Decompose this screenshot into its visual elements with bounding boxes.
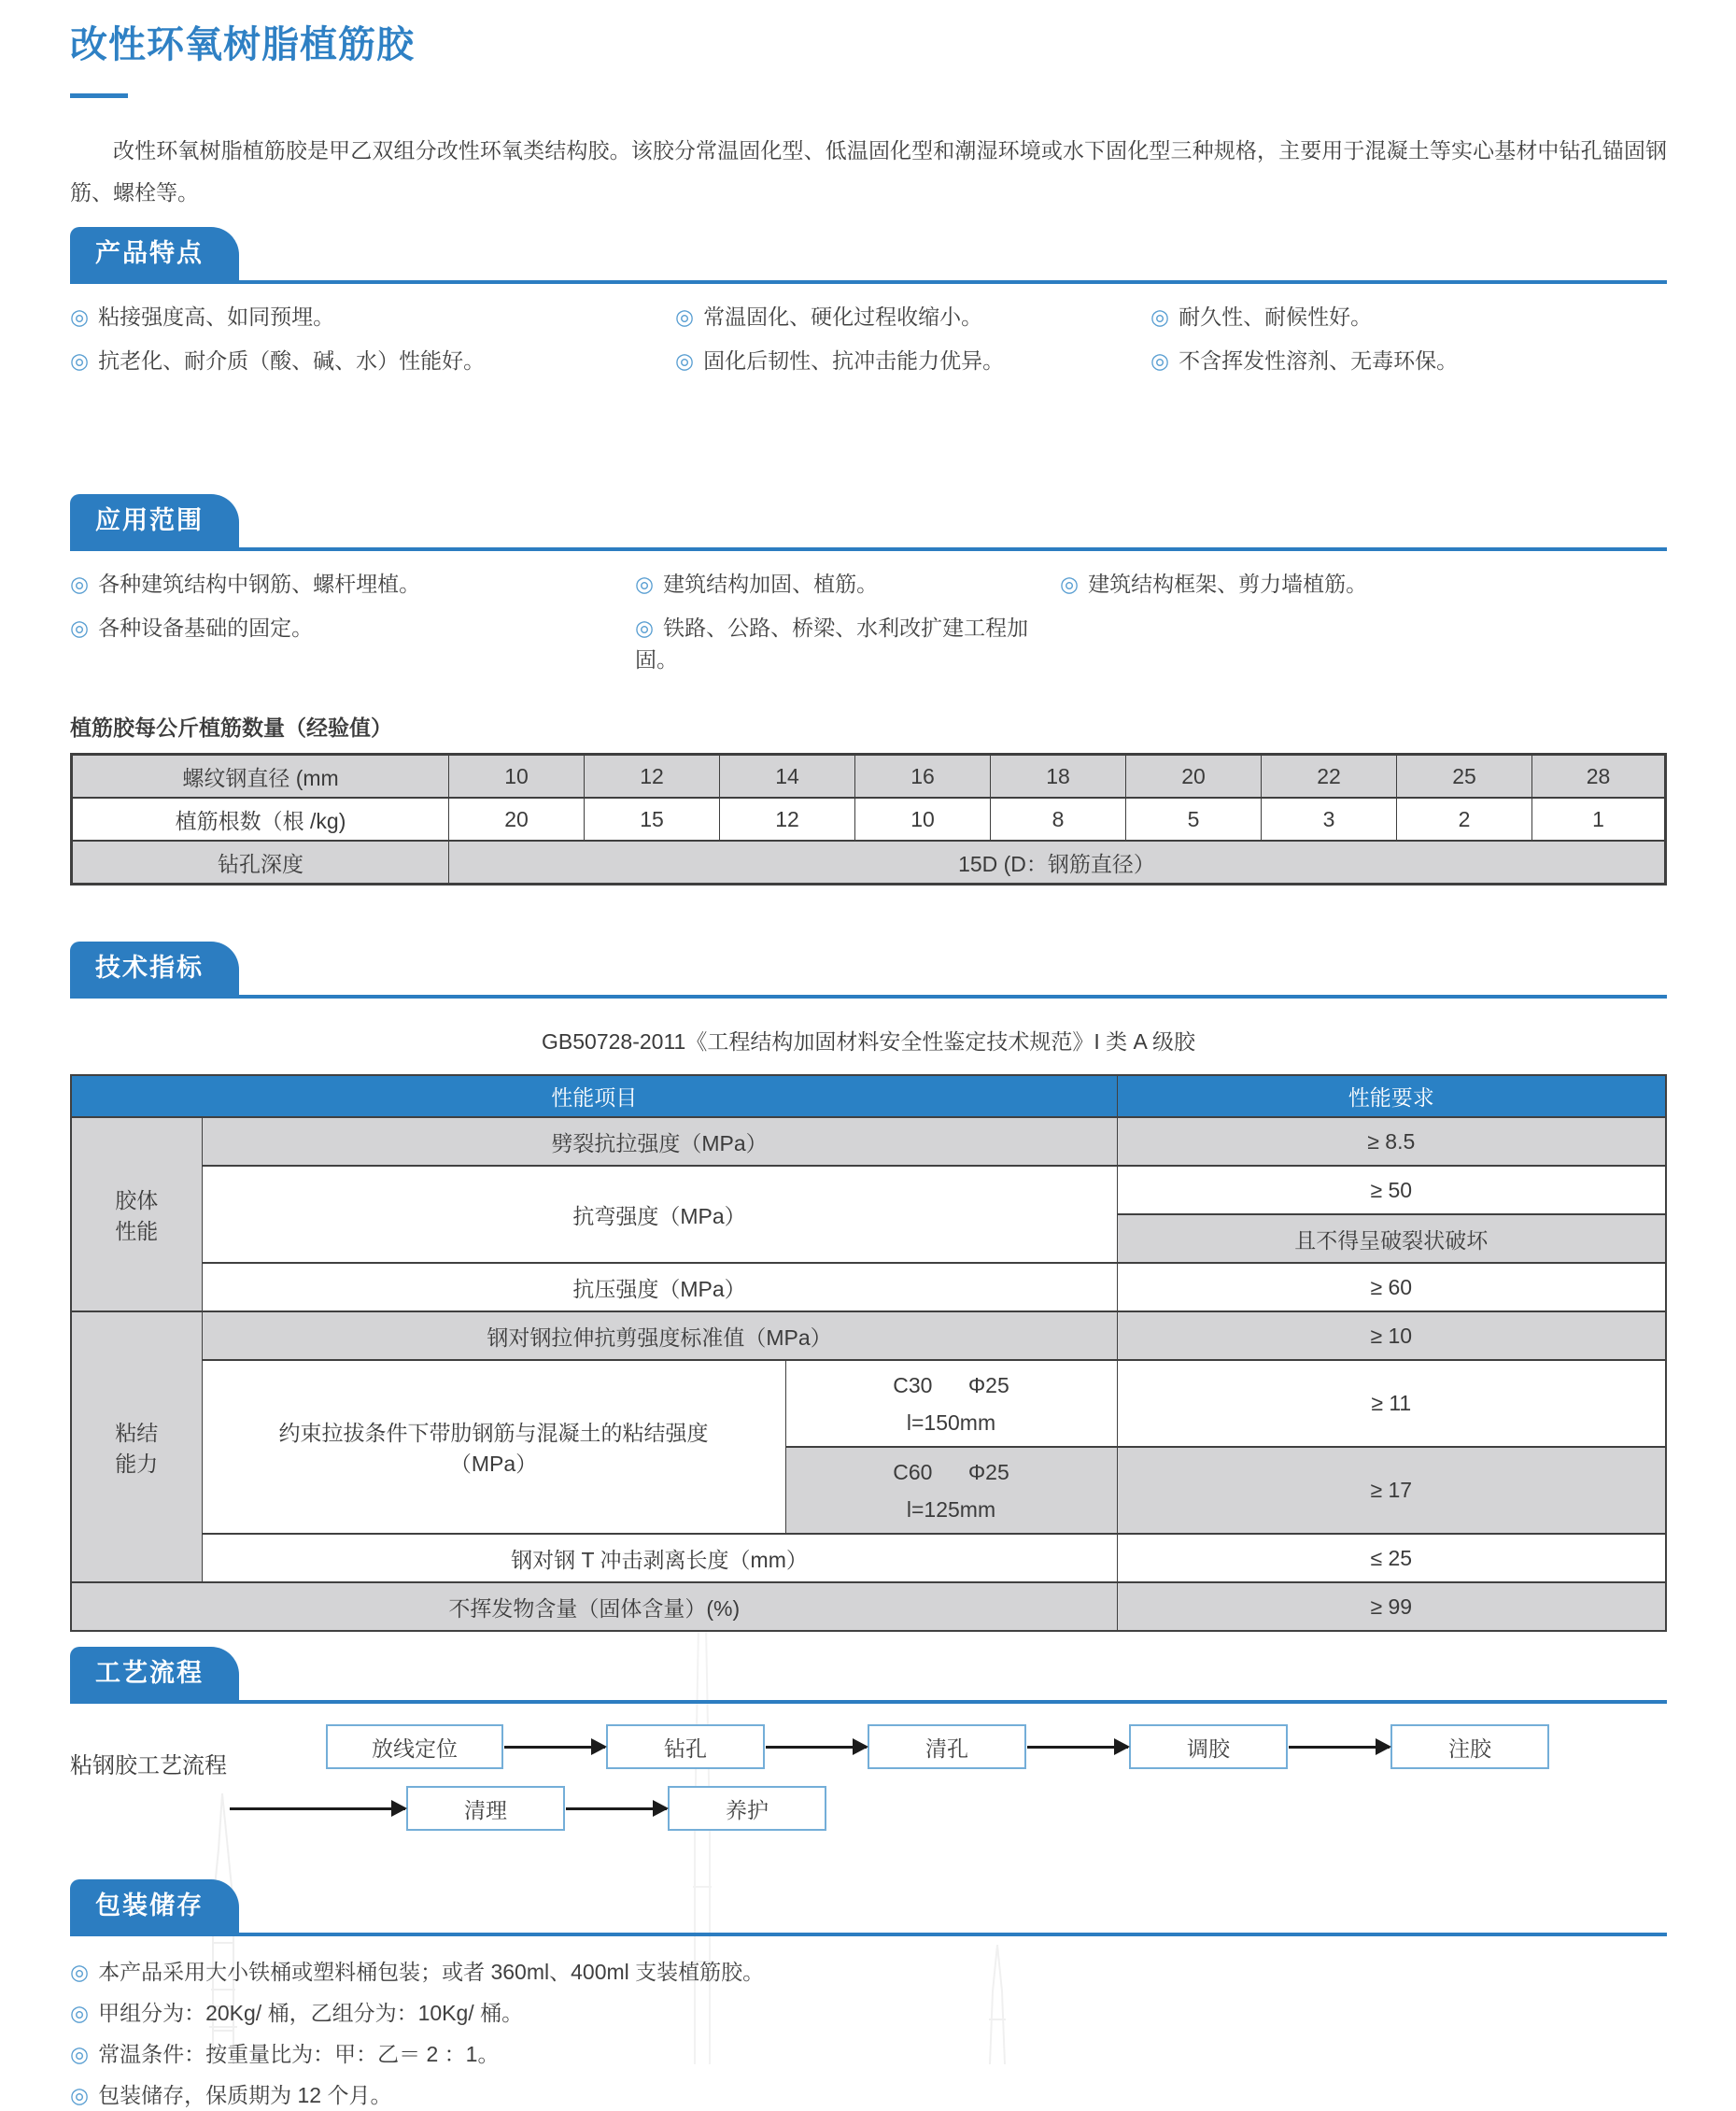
flow-arrow-icon [230,1807,405,1810]
feature-text: 常温固化、硬化过程收缩小。 [703,305,983,329]
tech-group-adhesive-body [71,1117,202,1311]
flow-step-mix-adhesive: 调胶 [1129,1724,1288,1769]
application-item [1060,568,1667,600]
tech-prop-bond [202,1360,785,1534]
bullseye-bullet-icon: ◎ [70,616,90,640]
tech-req-nonvolatile: ≥ 99 [1117,1582,1666,1631]
tech-prop-peel: 钢对钢 T 冲击剥离长度（mm） [202,1534,1117,1582]
flow-step-drill: 钻孔 [606,1724,765,1769]
feature-item [675,345,1150,376]
count-cell: 12 [720,798,855,841]
tech-req-peel: ≤ 25 [1117,1534,1666,1582]
diameter-cell: 28 [1532,755,1666,799]
tech-group-bonding [71,1311,202,1582]
depth-value-cell: 15D (D：钢筋直径） [449,841,1666,885]
count-cell: 10 [855,798,991,841]
count-cell: 1 [1532,798,1666,841]
tech-req-compressive: ≥ 60 [1117,1263,1666,1311]
feature-item [70,301,675,333]
bullseye-bullet-icon: ◎ [675,305,695,329]
cond-line: C30 Φ25 [893,1372,1009,1397]
flow-row-1 [326,1724,1549,1769]
count-cell: 3 [1262,798,1397,841]
tech-prop-split-tensile: 劈裂抗拉强度（MPa） [202,1117,1117,1166]
tech-heading-badge: 技术指标 [70,942,239,995]
diameter-cell: 20 [1126,755,1262,799]
flow-step-clean-hole: 清孔 [868,1724,1026,1769]
packaging-item [70,1957,1667,1988]
bullseye-bullet-icon: ◎ [70,1960,90,1984]
cond-line: l=150mm [906,1410,996,1435]
count-cell: 15 [585,798,720,841]
group-label-line: 性能 [115,1219,159,1243]
packaging-text: 包装储存，保质期为 12 个月。 [98,2083,392,2107]
rebar-table-caption: 植筋胶每公斤植筋数量（经验值） [70,715,392,740]
table-row [71,1582,1666,1631]
rebar-count-table [70,753,1667,885]
packaging-text: 甲组分为：20Kg/ 桶，乙组分为：10Kg/ 桶。 [98,2001,524,2025]
table-row [71,1263,1666,1311]
count-cell: 2 [1397,798,1532,841]
flow-step-curing: 养护 [668,1786,826,1831]
feature-text: 粘接强度高、如同预埋。 [98,305,335,329]
diameter-cell: 14 [720,755,855,799]
table-row [71,1166,1666,1214]
bullseye-bullet-icon: ◎ [1060,572,1080,596]
section-head-applications [70,494,1667,551]
application-item [70,568,635,600]
application-item [70,612,635,675]
flowchart-label: 粘钢胶工艺流程 [70,1753,227,1778]
application-text: 各种设备基础的固定。 [98,616,314,640]
flow-arrow-icon [1289,1746,1390,1749]
tech-col-header-item: 性能项目 [71,1075,1117,1117]
section-head-features [70,227,1667,284]
section-head-process [70,1647,1667,1704]
feature-text: 抗老化、耐介质（酸、碱、水）性能好。 [98,348,486,373]
table-row [71,1534,1666,1582]
flow-row-2 [229,1786,826,1831]
feature-text: 耐久性、耐候性好。 [1179,305,1373,329]
bullseye-bullet-icon: ◎ [1150,348,1170,373]
flow-arrow-icon [566,1807,667,1810]
tech-req-shear: ≥ 10 [1117,1311,1666,1360]
tech-req-split-tensile: ≥ 8.5 [1117,1117,1666,1166]
cond-line: l=125mm [906,1496,996,1522]
rebar-header-label: 螺纹钢直径 (mm [72,755,449,799]
feature-item [1150,345,1667,376]
table-row [72,755,1666,799]
features-heading-badge: 产品特点 [70,227,239,280]
application-item [635,568,1060,600]
bond-label-line: 约束拉拔条件下带肋钢筋与混凝土的粘结强度 [278,1421,709,1445]
count-cell: 5 [1126,798,1262,841]
bullseye-bullet-icon: ◎ [675,348,695,373]
bullseye-bullet-icon: ◎ [1150,305,1170,329]
bullseye-bullet-icon: ◎ [70,2001,90,2025]
table-row [71,1117,1666,1166]
tech-prop-nonvolatile: 不挥发物含量（固体含量）(%) [71,1582,1117,1631]
tech-req-bond-c30: ≥ 11 [1117,1360,1666,1447]
feature-item [1150,301,1667,333]
diameter-cell: 22 [1262,755,1397,799]
diameter-cell: 25 [1397,755,1532,799]
group-label-line: 胶体 [115,1188,159,1212]
table-row [71,1360,1666,1447]
feature-item [70,345,675,376]
diameter-cell: 16 [855,755,991,799]
packaging-text: 常温条件：按重量比为：甲：乙＝ 2 ：1。 [98,2042,500,2066]
table-row [72,798,1666,841]
tech-req-bending-2: 且不得呈破裂状破坏 [1117,1214,1666,1263]
packaging-item [70,1998,1667,2029]
bullseye-bullet-icon: ◎ [70,2042,90,2066]
bullseye-bullet-icon: ◎ [635,616,655,640]
bullseye-bullet-icon: ◎ [635,572,655,596]
packaging-text: 本产品采用大小铁桶或塑料桶包装；或者 360ml、400ml 支装植筋胶。 [98,1960,765,1984]
packaging-list [70,1957,1667,2111]
tech-col-header-req: 性能要求 [1117,1075,1666,1117]
table-row [72,841,1666,885]
bullseye-bullet-icon: ◎ [70,305,90,329]
flow-arrow-icon [504,1746,605,1749]
section-head-packaging [70,1879,1667,1936]
tech-req-bond-c60: ≥ 17 [1117,1447,1666,1534]
bullseye-bullet-icon: ◎ [70,2083,90,2107]
flow-arrow-icon [766,1746,867,1749]
tech-prop-compressive: 抗压强度（MPa） [202,1263,1117,1311]
intro-paragraph: 改性环氧树脂植筋胶是甲乙双组分改性环氧类结构胶。该胶分常温固化型、低温固化型和潮湿环境或水下固化型三种规格，主要用于混凝土等实心基材中钻孔锚固钢筋、螺栓等。 [70,138,1667,205]
application-text: 建筑结构加固、植筋。 [663,572,879,596]
packaging-heading-badge: 包装储存 [70,1879,239,1933]
features-list [70,301,1667,376]
count-cell: 8 [991,798,1126,841]
tech-req-bending-1: ≥ 50 [1117,1166,1666,1214]
process-flowchart [70,1717,1667,1840]
tech-standard-note: GB50728-2011《工程结构加固材料安全性鉴定技术规范》I 类 A 级胶 [542,1029,1195,1054]
cond-line: C60 Φ25 [893,1459,1009,1484]
application-text: 铁路、公路、桥梁、水利改扩建工程加固。 [635,616,1029,672]
diameter-cell: 18 [991,755,1126,799]
page-title: 改性环氧树脂植筋胶 [70,24,415,65]
diameter-cell: 10 [449,755,585,799]
depth-row-label: 钻孔深度 [72,841,449,885]
group-label-line: 能力 [115,1452,159,1476]
process-heading-badge: 工艺流程 [70,1647,239,1700]
count-row-label: 植筋根数（根 /kg) [72,798,449,841]
packaging-item [70,2080,1667,2111]
tech-prop-bending: 抗弯强度（MPa） [202,1166,1117,1263]
feature-text: 固化后韧性、抗冲击能力优异。 [703,348,1005,373]
tech-cond-c60 [785,1447,1117,1534]
flow-arrow-icon [1027,1746,1128,1749]
applications-heading-badge: 应用范围 [70,494,239,547]
packaging-item [70,2039,1667,2070]
feature-item [675,301,1150,333]
bond-label-line: （MPa） [449,1452,538,1476]
tech-cond-c30 [785,1360,1117,1447]
table-row [71,1311,1666,1360]
count-cell: 20 [449,798,585,841]
tech-prop-shear: 钢对钢拉伸抗剪强度标准值（MPa） [202,1311,1117,1360]
bullseye-bullet-icon: ◎ [70,348,90,373]
flow-step-layout: 放线定位 [326,1724,503,1769]
diameter-cell: 12 [585,755,720,799]
feature-text: 不含挥发性溶剂、无毒环保。 [1179,348,1459,373]
group-label-line: 粘结 [115,1421,159,1445]
tech-spec-table [70,1074,1667,1632]
applications-list [70,568,1667,675]
bullseye-bullet-icon: ◎ [70,572,90,596]
section-head-tech [70,942,1667,999]
flow-step-cleanup: 清理 [406,1786,565,1831]
application-item [635,612,1060,675]
application-text: 建筑结构框架、剪力墙植筋。 [1088,572,1368,596]
flow-step-inject: 注胶 [1390,1724,1549,1769]
table-row [71,1075,1666,1117]
application-text: 各种建筑结构中钢筋、螺杆埋植。 [98,572,421,596]
title-accent-dash [70,93,128,98]
